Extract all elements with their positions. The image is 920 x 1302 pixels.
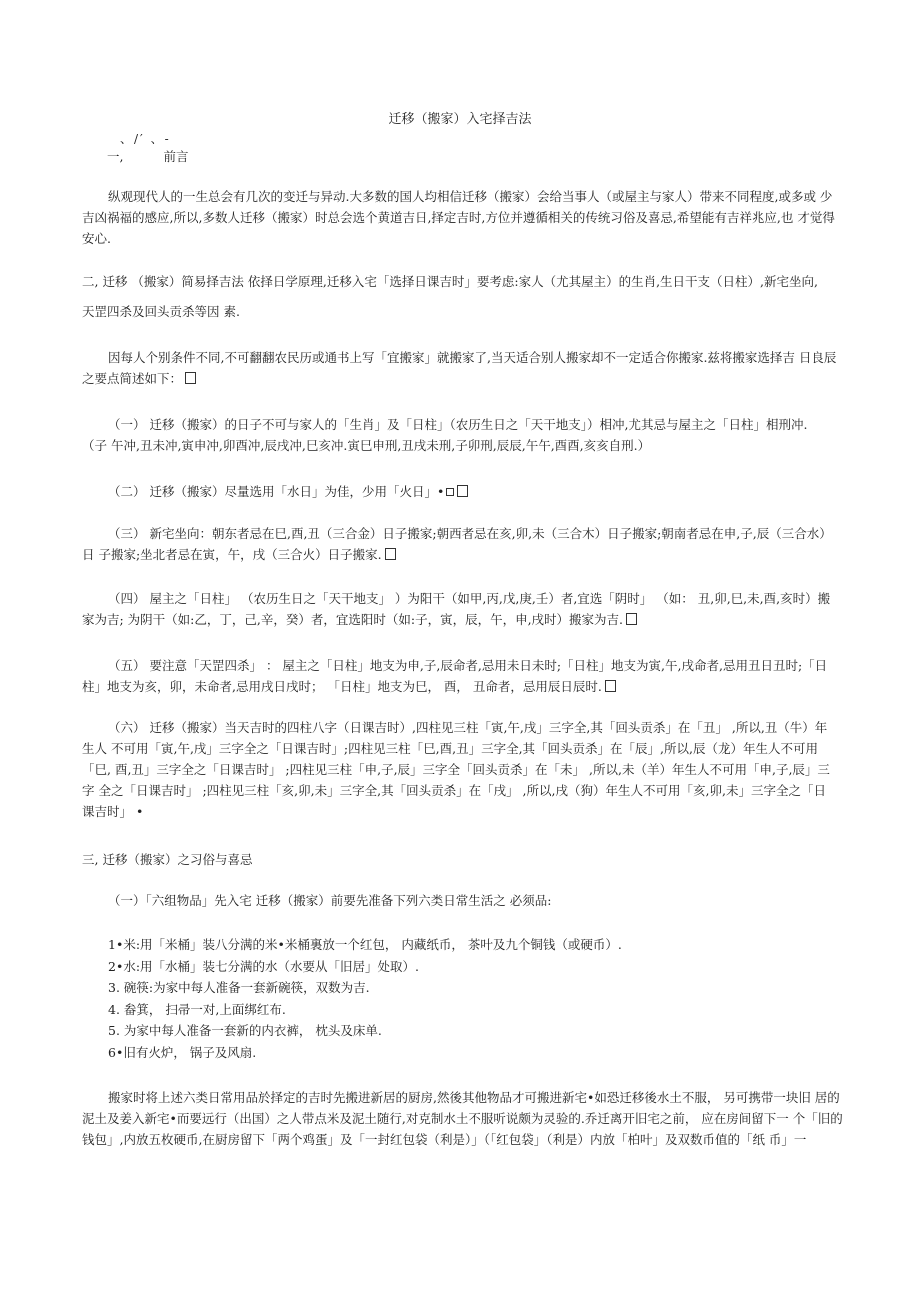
item-4-line: （四） 屋主之「日柱」 （农历生日之「天干地支」 ）为阳干（如甲,丙,戊,庚,壬）者,宜选「阴时」 （如： 丑,卯,巳,未,酉,亥时）搬 <box>108 591 831 606</box>
item-5-line: 柱」地支为亥，卯，未命者,忌用戌日戌时； 「日柱」地支为巳， 酉， 丑命者，忌用辰日辰时. <box>82 676 840 697</box>
document-title: 迁移（搬家）入宅择吉法 <box>388 112 532 127</box>
section-2-intro <box>82 347 840 389</box>
small-box-icon <box>446 488 454 496</box>
item-4-line: 家为吉; 为阴干（如:乙，丁，己,辛，癸）者，宜选阳时（如:子，寅，辰，午，申,戌时）搬家为吉. <box>82 609 840 630</box>
intro-paragraph <box>82 186 840 249</box>
items-list <box>108 934 808 1064</box>
item-6-line: 生人 不可用「寅,午,戌」三字全之「日课吉时」;四柱见三柱「巳,酉,丑」三字全,其「回头贡杀」在「辰」,所以,辰（龙）年生人不可用 <box>82 741 819 756</box>
final-line: 钱包」,内放五枚硬币,在厨房留下「两个鸡蛋」及「一封红包袋（利是）」（「红包袋」（利是）内放「柏叶」及双数币值的「纸 币」一 <box>82 1132 807 1147</box>
item-2-line: （二） 迁移（搬家）尽量选用「水日」为佳，少用「火日」• <box>82 481 840 502</box>
list-item: 1•米:用「米桶」装八分满的米•米桶裏放一个红包， 内藏纸币， 茶叶及九个铜钱（或硬币）. <box>108 937 622 952</box>
item-1-line: （一） 迁移（搬家）的日子不可与家人的「生肖」及「日柱」（农历生日之「天干地支」）相冲,尤其忌与屋主之「日柱」相刑冲. <box>108 417 808 432</box>
section-1-number: 一, <box>107 149 124 164</box>
item-3-line: 日 子搬家;坐北者忌在寅，午，戌（三合火）日子搬家. <box>82 544 840 565</box>
final-line: 泥土及姜入新宅•而要远行（出国）之人带点米及泥土随行,对克制水土不服听说颇为灵验的.乔迁离开旧宅之前， 应在房间留下一 个「旧的 <box>82 1111 843 1126</box>
item-5-line: （五） 要注意「天罡四杀」 ： 屋主之「日柱」地支为申,子,辰命者,忌用未日未时;「日柱」地支为寅,午,戌命者,忌用丑日丑时;「日 <box>108 658 828 673</box>
intro-line: 纵观现代人的一生总会有几次的变迁与异动.大多数的国人均相信迁移（搬家）会给当事人（或屋主与家人）带来不同程度,或多或 少 <box>108 189 833 204</box>
placeholder-box-icon <box>605 680 616 692</box>
section-1-heading <box>107 147 189 165</box>
section-2-intro-line: 之要点简述如下： <box>82 368 840 389</box>
section-3-heading: 三, 迁移（搬家）之习俗与喜忌 <box>82 852 253 867</box>
intro-line: 吉凶祸福的感应,所以,多数人迁移（搬家）时总会选个黄道吉日,择定吉时,方位并遵循相关的传统习俗及喜忌,希望能有吉祥兆应,也 才觉得 <box>82 210 835 225</box>
final-line: 搬家时将上述六类日常用品於择定的吉时先搬进新居的厨房,然後其他物品才可搬进新宅•如恐迁移後水土不服， 另可携带一块旧 居的 <box>108 1090 840 1105</box>
item-2 <box>82 481 840 502</box>
item-1-line: （子 午冲,丑未冲,寅申冲,卯酉冲,辰戌冲,巳亥冲.寅巳申刑,丑戌未刑,子卯刑,辰辰,午午,酉酉,亥亥自刑.） <box>82 438 651 453</box>
placeholder-box-icon <box>626 613 637 625</box>
list-item: 4. 畚箕， 扫帚一对,上面绑红布. <box>108 1001 286 1017</box>
section-2-intro-line: 因每人个别条件不同,不可翻翻农民历或通书上写「宜搬家」就搬家了,当天适合别人搬家却不一定适合你搬家.兹将搬家选择吉 日良辰 <box>108 350 837 365</box>
item-6-line: 字 全之「日课吉时」 ;四柱见三柱「亥,卯,未」三字全,其「回头贡杀」在「戌」 ,所以,戌（狗）年生人不可用「亥,卯,未」三字全之「日 <box>82 783 826 798</box>
section-3-subheading: （一）「六组物品」先入宅 迁移（搬家）前要先准备下列六类日常生活之 必须品: <box>108 893 552 908</box>
item-6-line: 「巳, 酉,丑」三字全之「日课吉时」 ;四柱见三柱「申,子,辰」三字全「回头贡杀」在「未」 ,所以,未（羊）年生人不可用「申,子,辰」三 <box>82 762 830 777</box>
placeholder-box-icon <box>385 548 396 560</box>
placeholder-box-icon <box>185 372 196 384</box>
placeholder-box-icon <box>457 485 468 497</box>
section-2-line: 二, 迁移 （搬家）简易择吉法 依择日学原理,迁移入宅「选择日课吉时」要考虑:家人（尤其屋主）的生肖,生日干支（日柱）,新宅坐向, <box>82 274 819 289</box>
item-6-line: （六） 迁移（搬家）当天吉时的四柱八字（日课吉时）,四柱见三柱「寅,午,戌」三字全,其「回头贡杀」在「丑」 ,所以,丑（牛）年 <box>108 720 828 735</box>
list-item: 5. 为家中每人准备一套新的内衣裤， 枕头及床单. <box>108 1023 382 1039</box>
section-2-paragraph <box>82 271 840 322</box>
list-item: 6•旧有火炉， 锅子及风扇. <box>108 1044 257 1060</box>
header-mark: 、/′ 、- <box>120 132 171 146</box>
item-3 <box>82 523 840 565</box>
section-2-line: 天罡四杀及回头贡杀等因 素. <box>82 304 240 319</box>
intro-line: 安心. <box>82 231 111 246</box>
list-item: 2•水:用「水桶」装七分满的水（水要从「旧居」处取）. <box>108 958 420 974</box>
final-paragraph <box>82 1087 843 1150</box>
item-3-line: （三） 新宅坐向：朝东者忌在巳,酉,丑（三合金）日子搬家;朝西者忌在亥,卯,未（三合木）日子搬家;朝南者忌在申,子,辰（三合水） <box>108 526 832 541</box>
list-item: 3. 碗筷:为家中每人准备一套新碗筷，双数为吉. <box>108 980 370 996</box>
item-4 <box>82 588 840 630</box>
item-6 <box>82 717 840 822</box>
item-6-line: 课吉时」 • <box>82 804 144 819</box>
section-1-label: 前言 <box>163 149 189 164</box>
item-1 <box>82 414 840 456</box>
item-5 <box>82 655 840 697</box>
